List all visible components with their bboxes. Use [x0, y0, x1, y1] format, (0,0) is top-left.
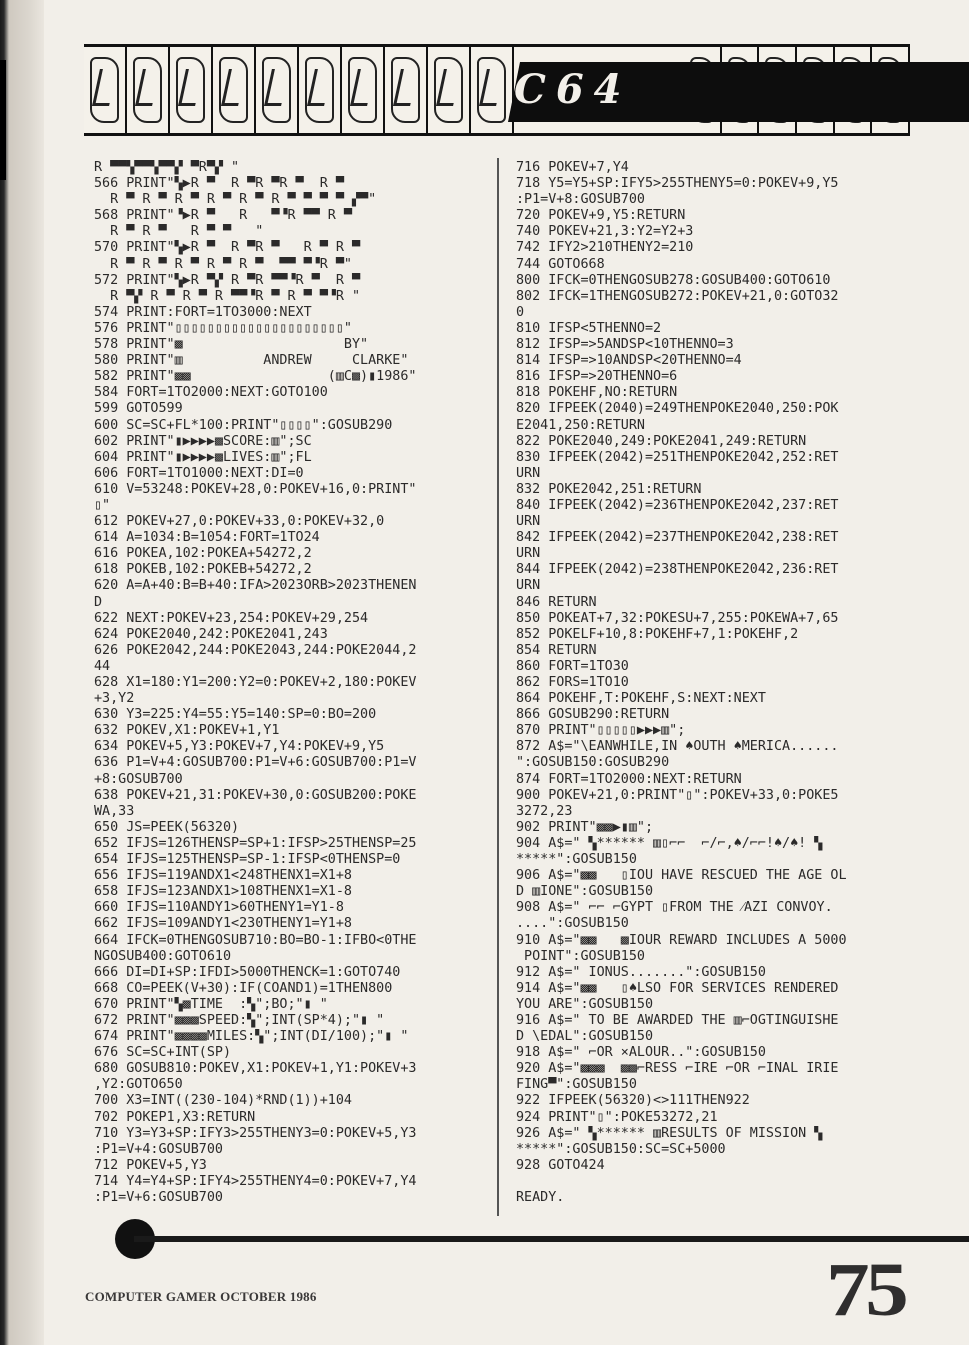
code-line: 614 A=1034:B=1054:FORT=1TO24 [94, 530, 320, 546]
column-divider [497, 158, 499, 1216]
code-line: 574 PRINT:FORT=1TO3000:NEXT [94, 304, 312, 320]
spine-mark [0, 60, 6, 180]
code-line: :P1=V+6:GOSUB700 [94, 1190, 223, 1205]
code-line: 660 IFJS=110ANDY1>60THENY1=Y1-8 [94, 900, 344, 916]
code-line: 666 DI=DI+SP:IFDI>5000THENCK=1:GOTO740 [94, 964, 401, 980]
code-line: 800 IFCK=0THENGOSUB278:GOSUB400:GOTO610 [516, 272, 831, 288]
code-line: 872 A$="\EANWHILE,IN ♠OUTH ♠MERICA...... [516, 739, 839, 755]
code-line: 632 POKEV,X1:POKEV+1,Y1 [94, 723, 280, 739]
code-line: 914 A$="▩▩ ▯♠LSO FOR SERVICES RENDERED [516, 980, 839, 996]
code-line: 870 PRINT"▯▯▯▯▯▶▶▶▥"; [516, 723, 686, 739]
footer-rule [134, 1236, 969, 1242]
section-label: C64 [514, 66, 632, 113]
code-line: 568 PRINT"▝▶R ▀ R ▀▝R ▀▀ R ▀ [94, 208, 352, 224]
code-line: 602 PRINT"▮▶▶▶▶▩SCORE:▥";SC [94, 433, 312, 449]
code-line: 904 A$=" ▚****** ▥▯⌐⌐ ⌐/⌐,♠/⌐⌐!♠/♠! ▚ [516, 835, 823, 851]
code-line: YOU ARE":GOSUB150 [516, 996, 654, 1012]
code-line: 620 A=A+40:B=B+40:IFA>2023ORB>2023THENEN [94, 578, 417, 594]
code-line: 658 IFJS=123ANDX1>108THENX1=X1-8 [94, 884, 352, 900]
code-line: 656 IFJS=119ANDX1<248THENX1=X1+8 [94, 868, 352, 884]
code-line: D ▥IONE":GOSUB150 [516, 884, 654, 900]
code-line: D [94, 594, 103, 610]
code-line: 818 POKEHF,NO:RETURN [516, 385, 678, 401]
code-line: 572 PRINT"▚▶R ▀▞ R ▀R ▀▀▝R ▀ R ▀ [94, 272, 361, 288]
code-line: 670 PRINT"▚▩TIME :▚";BO;"▮ " [94, 996, 328, 1012]
code-line: 44 [94, 658, 111, 674]
code-line: *****":GOSUB150 [516, 852, 637, 868]
code-line: ....":GOSUB150 [516, 916, 629, 932]
code-line: 860 FORT=1TO30 [516, 658, 629, 674]
code-line: 674 PRINT"▩▩▩▩MILES:▚";INT(DI/100);"▮ " [94, 1029, 409, 1045]
code-line: 578 PRINT"▩ BY" [94, 337, 369, 353]
code-line: 744 GOTO668 [516, 256, 605, 272]
code-line: E2041,250:RETURN [516, 417, 645, 433]
code-line: R ▀ R ▀ R ▀ R ▀ R ▀ ▀▀ ▀▝R ▀" [94, 256, 352, 272]
code-line: 630 Y3=225:Y4=55:Y5=140:SP=0:BO=200 [94, 707, 377, 723]
page-number: 75 [826, 1248, 905, 1332]
code-line: ":GOSUB150:GOSUB290 [516, 755, 670, 771]
code-line: 702 POKEP1,X3:RETURN [94, 1109, 256, 1125]
code-line: 628 X1=180:Y1=200:Y2=0:POKEV+2,180:POKEV [94, 675, 417, 690]
code-line: 712 POKEV+5,Y3 [94, 1157, 207, 1173]
code-line: 716 POKEV+7,Y4 [516, 160, 629, 175]
code-line: 680 GOSUB810:POKEV,X1:POKEV+1,Y1:POKEV+3 [94, 1061, 417, 1077]
hieroglyph-icon [299, 47, 342, 133]
hieroglyph-icon [170, 47, 213, 133]
hieroglyph-icon [342, 47, 385, 133]
code-line: 584 FORT=1TO2000:NEXT:GOTO100 [94, 385, 328, 401]
code-line: ,Y2:GOTO650 [94, 1077, 183, 1093]
code-line: 612 POKEV+27,0:POKEV+33,0:POKEV+32,0 [94, 514, 385, 530]
code-line: URN [516, 514, 541, 530]
code-line: 924 PRINT"▯":POKE53272,21 [516, 1109, 718, 1125]
code-line: 822 POKE2040,249:POKE2041,249:RETURN [516, 433, 807, 449]
code-line: 844 IFPEEK(2042)=238THENPOKE2042,236:RET [516, 562, 839, 578]
code-line: 850 POKEAT+7,32:POKESU+7,255:POKEWA+7,65 [516, 610, 839, 626]
code-line: 618 POKEB,102:POKEB+54272,2 [94, 562, 312, 578]
code-line: 710 Y3=Y3+SP:IFY3>255THENY3=0:POKEV+5,Y3 [94, 1125, 417, 1141]
code-line: 0 [516, 304, 525, 320]
code-line: 922 IFPEEK(56320)<>111THEN922 [516, 1093, 750, 1109]
code-line: 840 IFPEEK(2042)=236THENPOKE2042,237:RET [516, 497, 839, 513]
magazine-footer: COMPUTER GAMER OCTOBER 1986 [85, 1289, 317, 1304]
code-line: 600 SC=SC+FL*100:PRINT"▯▯▯▯":GOSUB290 [94, 417, 393, 433]
code-line: 3272,23 [516, 803, 573, 819]
code-line: 672 PRINT"▩▩▩SPEED:▚";INT(SP*4);"▮ " [94, 1012, 385, 1028]
code-line: 606 FORT=1TO1000:NEXT:DI=0 [94, 465, 304, 481]
code-line: 900 POKEV+21,0:PRINT"▯":POKEV+33,0:POKE5 [516, 787, 839, 803]
code-line: 616 POKEA,102:POKEA+54272,2 [94, 546, 312, 562]
code-line: WA,33 [94, 803, 135, 819]
code-line: 580 PRINT"▥ ANDREW CLARKE" [94, 353, 409, 369]
code-line: 650 JS=PEEK(56320) [94, 819, 240, 835]
code-line: 740 POKEV+21,3:Y2=Y2+3 [516, 224, 694, 240]
code-line: 700 X3=INT((230-104)*RND(1))+104 [94, 1093, 352, 1109]
code-line: 622 NEXT:POKEV+23,254:POKEV+29,254 [94, 610, 369, 626]
code-line: 820 IFPEEK(2040)=249THENPOKE2040,250:POK [516, 401, 839, 417]
code-line: FING▀":GOSUB150 [516, 1077, 637, 1093]
code-line: 910 A$="▩▩ ▩IOUR REWARD INCLUDES A 5000 [516, 932, 847, 948]
hieroglyph-icon [84, 47, 127, 133]
code-line: :P1=V+4:GOSUB700 [94, 1141, 223, 1157]
hieroglyph-icon [127, 47, 170, 133]
code-line: 926 A$=" ▚****** ▥RESULTS OF MISSION ▚ [516, 1125, 823, 1141]
code-line: 916 A$=" TO BE AWARDED THE ▥⌐OGTINGUISHE [516, 1012, 839, 1028]
code-line: URN [516, 578, 541, 594]
listing-left-column [94, 160, 490, 1206]
code-line: 854 RETURN [516, 642, 597, 658]
code-line [516, 1174, 908, 1190]
code-line: 842 IFPEEK(2042)=237THENPOKE2042,238:RET [516, 530, 839, 546]
code-line: 570 PRINT"▚▶R ▀ R ▀R ▀ R ▀ R ▀ [94, 240, 361, 256]
code-line: 866 GOSUB290:RETURN [516, 707, 670, 723]
code-line: ▯" [94, 497, 111, 513]
code-line: R ▀▞ R ▀ R ▀ R ▀▀▝R ▀ R ▀ ▀▝R " [94, 288, 361, 304]
hieroglyph-icon [428, 47, 471, 133]
code-line: 638 POKEV+21,31:POKEV+30,0:GOSUB200:POKE [94, 787, 417, 803]
code-line: 874 FORT=1TO2000:NEXT:RETURN [516, 771, 742, 787]
code-line: 676 SC=SC+INT(SP) [94, 1045, 232, 1061]
code-line: 816 IFSP=>20THENNO=6 [516, 369, 678, 385]
code-line: 902 PRINT"▩▩▶▮▥"; [516, 819, 654, 835]
code-line: URN [516, 546, 541, 562]
code-line: 662 IFJS=109ANDY1<230THENY1=Y1+8 [94, 916, 352, 932]
code-line: *****":GOSUB150:SC=SC+5000 [516, 1141, 726, 1157]
binding-spine [0, 0, 44, 1345]
code-line: 812 IFSP=>5ANDSP<10THENNO=3 [516, 337, 734, 353]
code-line: 908 A$=" ⌐⌐ ⌐GYPT ▯FROM THE ⁄AZI CONVOY. [516, 900, 833, 916]
code-line: +8:GOSUB700 [94, 771, 183, 787]
code-line: 576 PRINT"▯▯▯▯▯▯▯▯▯▯▯▯▯▯▯▯▯▯▯▯▯" [94, 320, 352, 336]
code-line: 582 PRINT"▩▩ (▥C▩)▮1986" [94, 369, 417, 385]
code-line: 918 A$=" ⌐OR ×ALOUR..":GOSUB150 [516, 1045, 766, 1061]
code-line: 862 FORS=1TO10 [516, 675, 629, 690]
code-line: 830 IFPEEK(2042)=251THENPOKE2042,252:RET [516, 449, 839, 465]
code-line: R ▀▀▚▀▀▚▀▀▞ ▀R▀▞ " [94, 160, 240, 175]
code-line: 814 IFSP=>10ANDSP<20THENNO=4 [516, 353, 742, 369]
hieroglyph-panel-left [84, 47, 514, 133]
code-line: 718 Y5=Y5+SP:IFY5>255THENY5=0:POKEV+9,Y5 [516, 176, 839, 192]
code-line: 720 POKEV+9,Y5:RETURN [516, 208, 686, 224]
code-line: +3,Y2 [94, 691, 135, 707]
code-line: 864 POKEHF,T:POKEHF,S:NEXT:NEXT [516, 691, 766, 707]
code-line: 810 IFSP<5THENNO=2 [516, 320, 662, 336]
code-line: 664 IFCK=0THENGOSUB710:BO=BO-1:IFBO<0THE [94, 932, 417, 948]
code-line: READY. [516, 1190, 565, 1205]
code-line: 624 POKE2040,242:POKE2041,243 [94, 626, 328, 642]
hieroglyph-icon [213, 47, 256, 133]
code-line: 920 A$="▩▩▩ ▩▩⌐RESS ⌐IRE ⌐OR ⌐INAL IRIE [516, 1061, 839, 1077]
code-line: POINT":GOSUB150 [516, 948, 645, 964]
code-line: 802 IFCK=1THENGOSUB272:POKEV+21,0:GOTO32 [516, 288, 839, 304]
hieroglyph-icon [256, 47, 299, 133]
code-line: 846 RETURN [516, 594, 597, 610]
code-line: 714 Y4=Y4+SP:IFY4>255THENY4=0:POKEV+7,Y4 [94, 1173, 417, 1189]
hieroglyph-icon [471, 47, 514, 133]
code-line: R ▀ R ▀ R ▀ ▀ " [94, 224, 264, 240]
code-line: 668 CO=PEEK(V+30):IF(COAND1)=1THEN800 [94, 980, 393, 996]
code-line: 742 IFY2>210THENY2=210 [516, 240, 694, 256]
code-line: 652 IFJS=126THENSP=SP+1:IFSP>25THENSP=25 [94, 835, 417, 851]
code-line: 852 POKELF+10,8:POKEHF+7,1:POKEHF,2 [516, 626, 799, 642]
listing-right-column [516, 160, 908, 1206]
code-line: :P1=V+8:GOSUB700 [516, 192, 645, 208]
code-line: 928 GOTO424 [516, 1157, 605, 1173]
code-line: 636 P1=V+4:GOSUB700:P1=V+6:GOSUB700:P1=V [94, 755, 417, 771]
code-line: 654 IFJS=125THENSP=SP-1:IFSP<0THENSP=0 [94, 852, 401, 868]
code-line: D \EDAL":GOSUB150 [516, 1029, 654, 1045]
code-line: 626 POKE2042,244:POKE2043,244:POKE2044,2 [94, 642, 417, 658]
code-line: 634 POKEV+5,Y3:POKEV+7,Y4:POKEV+9,Y5 [94, 739, 385, 755]
hieroglyph-icon [385, 47, 428, 133]
code-line: R ▀ R ▀ R ▀ R ▀ R ▀ R ▀ ▀ ▀ ▀ ▞▀" [94, 192, 377, 208]
code-line: 912 A$=" IONUS.......":GOSUB150 [516, 964, 766, 980]
code-line: 906 A$="▩▩ ▯IOU HAVE RESCUED THE AGE OL [516, 868, 847, 884]
code-line: 566 PRINT"▚▶R ▀ R ▀R ▀R ▀ R ▀ [94, 176, 344, 192]
code-line: NGOSUB400:GOTO610 [94, 948, 232, 964]
code-line: URN [516, 465, 541, 481]
code-line: 832 POKE2042,251:RETURN [516, 481, 702, 497]
code-line: 610 V=53248:POKEV+28,0:POKEV+16,0:PRINT" [94, 481, 417, 497]
code-line: 604 PRINT"▮▶▶▶▶▩LIVES:▥";FL [94, 449, 312, 465]
code-line: 599 GOTO599 [94, 401, 183, 417]
